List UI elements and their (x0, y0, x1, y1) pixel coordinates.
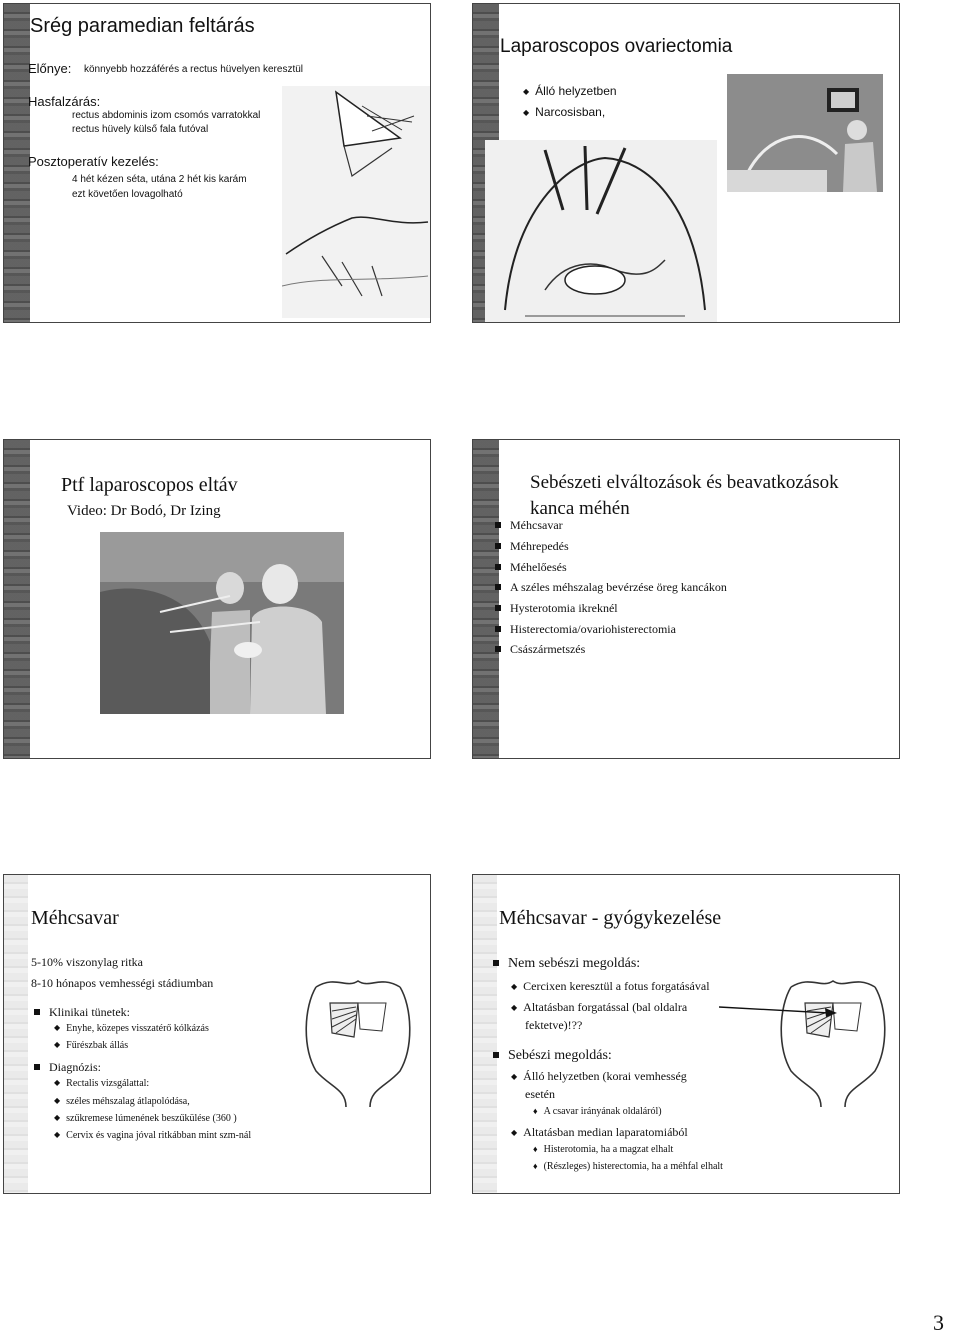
diagnosis-item: ◆ Rectalis vizsgálattal: (54, 1078, 149, 1091)
slide-side-strip (473, 875, 497, 1193)
bullet-item: A széles méhszalag bevérzése öreg kancákon (495, 580, 727, 595)
standing-item: ◆ Álló helyzetben (korai vemhesség (511, 1069, 687, 1084)
bullet-item: Histerectomia/ovariohisterectomia (495, 622, 676, 637)
nonsurgical-item-cont: fektetve)!?? (525, 1018, 583, 1032)
clinical-item: ◆ Fűrészbak állás (54, 1040, 128, 1053)
median-sub: ♦ Histerotomia, ha a magzat elhalt (533, 1144, 673, 1157)
postop-line: 4 hét kézen séta, utána 2 hét kis karám (72, 174, 247, 185)
bullet-item: ◆ Narcosisban, (523, 105, 605, 120)
surgical-label: Sebészi megoldás: (493, 1047, 612, 1065)
clinical-label: Klinikai tünetek: (34, 1005, 130, 1020)
bullet-item: ◆ Álló helyzetben (523, 84, 617, 99)
slide-paramedian-approach (3, 3, 431, 323)
slide-side-strip (4, 440, 30, 758)
standing-item-cont: esetén (525, 1087, 555, 1101)
postop-line: ezt követően lovagolható (72, 189, 183, 200)
slide-title: Sebészeti elváltozások és beavatkozások (530, 472, 839, 493)
arrow-icon (719, 1003, 839, 1017)
diagnosis-item: ◆ Cervix és vagina jóval ritkábban mint szm-nál (54, 1130, 251, 1143)
slide-title: Méhcsavar (31, 907, 119, 929)
slide-title: Ptf laparoscopos eltáv (61, 474, 238, 496)
diagnosis-item: ◆ széles méhszalag átlapolódása, (54, 1096, 190, 1109)
bullet-item: Méhrepedés (495, 539, 569, 554)
diagnosis-item: ◆ szűkremese lúmenének beszűkülése (360 ) (54, 1113, 237, 1126)
slide-side-strip (4, 875, 28, 1193)
slide-uterine-surgery (472, 439, 900, 759)
diagnosis-label: Diagnózis: (34, 1060, 101, 1075)
slide-laparoscopic-removal (3, 439, 431, 759)
slide-subtitle: Video: Dr Bodó, Dr Izing (67, 503, 221, 519)
bullet-item: Méhelőesés (495, 560, 567, 575)
clinical-item: ◆ Enyhe, közepes visszatérő kólkázás (54, 1023, 209, 1036)
median-item: ◆ Altatásban median laparatomiából (511, 1125, 688, 1140)
torsion-diagram (296, 967, 420, 1117)
slide-laparoscopic-ovariectomy (472, 3, 900, 323)
slide-title: Méhcsavar - gyógykezelése (499, 907, 722, 929)
bullet-item: Méhcsavar (495, 518, 563, 533)
standing-sub: ♦ A csavar irányának oldaláról) (533, 1106, 662, 1119)
slide-torsion-treatment (472, 874, 900, 1194)
surgery-photo (100, 532, 344, 714)
page-number: 3 (933, 1310, 944, 1335)
bullet-item: Császármetszés (495, 642, 585, 657)
slide-side-strip (4, 4, 30, 322)
nonsurgical-item: ◆ Altatásban forgatással (bal oldalra (511, 1000, 687, 1015)
closure-line: rectus abdominis izom csomós varratokkal (72, 110, 261, 121)
slide-title-line2: kanca méhén (530, 498, 630, 519)
closure-label: Hasfalzárás: (28, 94, 101, 109)
torsion-diagram (773, 967, 893, 1117)
slide-title: Srég paramedian feltárás (30, 15, 255, 37)
closure-line: rectus hüvely külső fala futóval (72, 124, 209, 135)
ovariectomy-sketch (485, 140, 717, 322)
incision-sketch (282, 86, 430, 318)
advantage-label: Előnye: (28, 61, 72, 76)
slide-title: Laparoscopos ovariectomia (500, 36, 733, 57)
slide-side-strip (473, 440, 499, 758)
nonsurgical-item: ◆ Cercixen keresztül a fotus forgatásával (511, 979, 710, 994)
info-line: 8-10 hónapos vemhességi stádiumban (31, 976, 214, 990)
bullet-item: Hysterotomia ikreknél (495, 601, 618, 616)
info-line: 5-10% viszonylag ritka (31, 955, 143, 969)
advantage-text: könnyebb hozzáférés a rectus hüvelyen keresztül (84, 64, 304, 75)
postop-label: Posztoperatív kezelés: (28, 154, 159, 169)
slide-uterine-torsion (3, 874, 431, 1194)
operating-room-photo (727, 74, 883, 192)
nonsurgical-label: Nem sebészi megoldás: (493, 955, 640, 973)
median-sub: ♦ (Részleges) histerectomia, ha a méhfal elhalt (533, 1161, 723, 1174)
